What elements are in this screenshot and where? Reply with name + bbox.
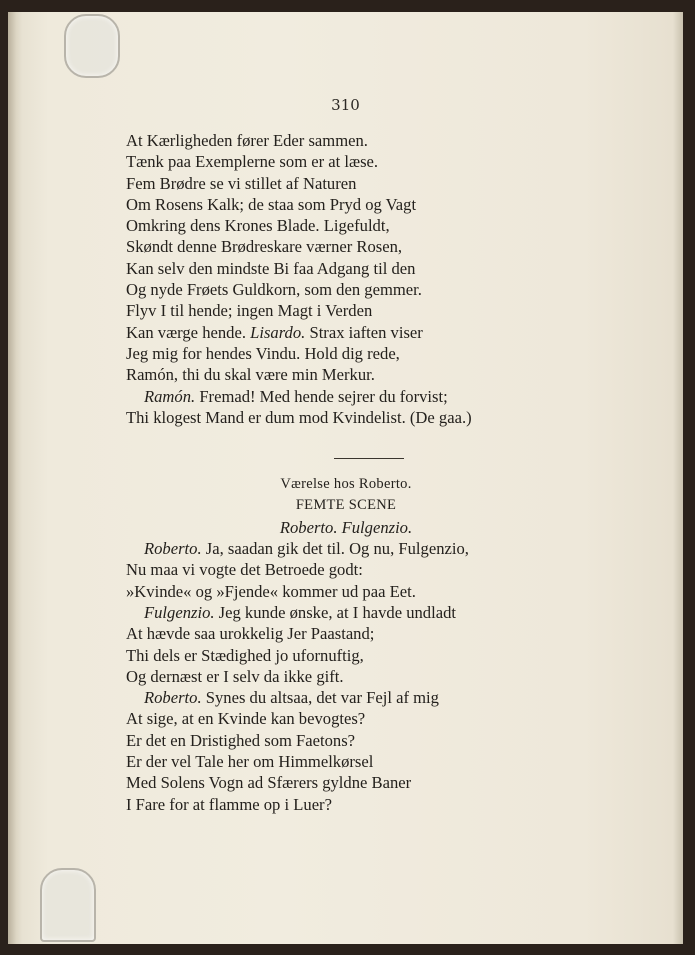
line-text: At sige, at en Kvinde kan bevogtes?: [126, 709, 366, 729]
verse-line: [126, 215, 566, 236]
divider-rule: [334, 458, 404, 459]
verse-line: [126, 645, 566, 666]
line-text: Omkring dens Krones Blade. Ligefuldt,: [126, 216, 390, 236]
speaker-name: Roberto.: [144, 688, 202, 708]
verse-line: [126, 279, 566, 300]
verse-line: [126, 258, 566, 279]
line-text: Jeg kunde ønske, at I havde undladt: [214, 602, 456, 622]
verse-line: [126, 343, 566, 364]
line-text: Kan værge hende.: [126, 322, 251, 342]
line-text: Flyv I til hende; ingen Magt i Verden: [126, 301, 373, 321]
speaker-name: Ramón.: [144, 386, 196, 406]
verse-line: [126, 173, 566, 194]
line-text: Tænk paa Exemplerne som er at læse.: [126, 152, 379, 172]
line-text: Ramón, thi du skal være min Merkur.: [126, 365, 375, 385]
verse-line: [126, 623, 566, 644]
page-clip-bottom: [40, 868, 96, 942]
book-gutter: [8, 12, 22, 944]
verse-line: [126, 708, 566, 729]
line-text: Om Rosens Kalk; de staa som Pryd og Vagt: [126, 194, 417, 214]
poem-text: [126, 130, 566, 815]
line-text: Fremad! Med hende sejrer du forvist;: [195, 386, 448, 406]
line-text: Skøndt denne Brødreskare værner Rosen,: [126, 237, 403, 257]
scene-location: Værelse hos Roberto.: [280, 476, 412, 493]
verse-line: [126, 538, 566, 559]
line-text: At Kærligheden fører Eder sammen.: [126, 131, 368, 150]
verse-line: [126, 772, 566, 793]
verse-line: [126, 151, 566, 172]
verse-line: [126, 751, 566, 772]
verse-line: [126, 236, 566, 257]
line-text: I Fare for at flamme op i Luer?: [126, 794, 332, 814]
line-text: Og nyde Frøets Guldkorn, som den gemmer.: [126, 280, 422, 300]
verse-line: [126, 322, 566, 343]
verse-line: [126, 687, 566, 708]
verse-line: [126, 364, 566, 385]
line-text: Thi klogest Mand er dum mod Kvindelist. (De gaa.): [126, 407, 472, 427]
line-text: Thi dels er Stædighed jo ufornuftig,: [126, 645, 364, 665]
line-text: Og dernæst er I selv da ikke gift.: [126, 666, 344, 686]
verse-line: [126, 407, 566, 428]
page-edge: [673, 12, 683, 944]
line-text: Ja, saadan gik det til. Og nu, Fulgenzio,: [201, 539, 469, 559]
verse-line: [126, 794, 566, 815]
line-text: Synes du altsaa, det var Fejl af mig: [201, 688, 439, 708]
verse-line: [126, 300, 566, 321]
speaker-name: Roberto.: [144, 539, 202, 559]
scene-divider: [126, 428, 566, 474]
line-text: Kan selv den mindste Bi faa Adgang til den: [126, 258, 416, 278]
verse-line: [126, 730, 566, 751]
verse-line: [126, 602, 566, 623]
dialogue-before-scene: [126, 130, 566, 428]
line-text: Med Solens Vogn ad Sfærers gyldne Baner: [126, 773, 412, 793]
verse-line: [126, 666, 566, 687]
line-text: Er der vel Tale her om Himmelkørsel: [126, 752, 374, 772]
line-text: Fem Brødre se vi stillet af Naturen: [126, 173, 357, 193]
line-text: Nu maa vi vogte det Betroede godt:: [126, 560, 363, 580]
verse-line: [126, 130, 566, 151]
verse-line: [126, 559, 566, 580]
line-text: Er det en Dristighed som Faetons?: [126, 730, 356, 750]
page-sheet: [8, 12, 683, 944]
scene-title: FEMTE SCENE: [295, 497, 397, 514]
verse-line: [126, 386, 566, 407]
page-clip-top: [64, 14, 120, 78]
dialogue-scene-five: [126, 538, 566, 815]
line-text: Jeg mig for hendes Vindu. Hold dig rede,: [126, 343, 400, 363]
scene-characters: Roberto. Fulgenzio.: [279, 517, 413, 537]
verse-line: [126, 581, 566, 602]
line-text: At hævde saa urokkelig Jer Paastand;: [126, 624, 375, 644]
line-text: Strax iaften viser: [305, 322, 423, 342]
line-text: »Kvinde« og »Fjende« kommer ud paa Eet.: [126, 581, 416, 601]
speaker-name: Lisardo.: [250, 322, 306, 342]
page-number: 310: [331, 96, 360, 114]
verse-line: [126, 194, 566, 215]
speaker-name: Fulgenzio.: [144, 602, 215, 622]
